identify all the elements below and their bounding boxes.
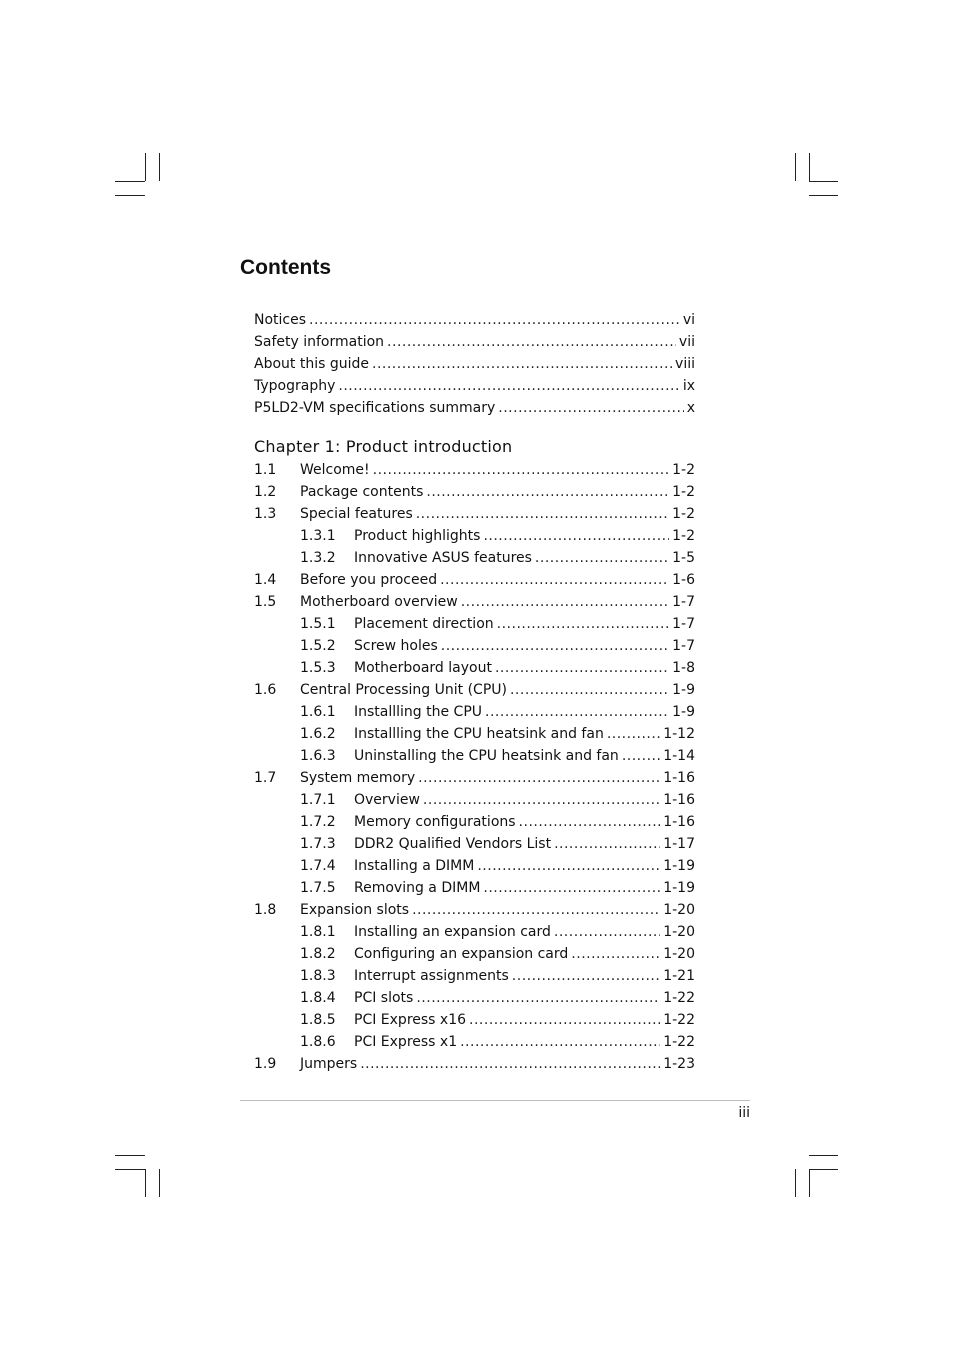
toc-entry[interactable] xyxy=(254,679,695,701)
toc-entry-number: 1.8 xyxy=(254,902,277,918)
table-of-contents xyxy=(254,309,695,1075)
dot-leader xyxy=(622,745,660,767)
toc-entry-page: 1-7 xyxy=(672,594,695,610)
chapter-title: Chapter 1: Product introduction xyxy=(254,437,513,456)
dot-leader xyxy=(461,591,669,613)
toc-entry-label: Expansion slots xyxy=(300,902,410,918)
toc-entry-label: Installing a DIMM xyxy=(354,858,475,874)
toc-entry-label: PCI slots xyxy=(354,990,414,1006)
toc-entry-number: 1.4 xyxy=(254,572,277,588)
dot-leader xyxy=(416,987,660,1009)
toc-entry-page: 1-6 xyxy=(672,572,695,588)
toc-entry[interactable] xyxy=(254,1031,695,1053)
toc-entry-number: 1.8.2 xyxy=(300,946,336,962)
dot-leader xyxy=(477,855,660,877)
toc-entry-label: Package contents xyxy=(300,484,424,500)
toc-entry[interactable] xyxy=(254,331,695,353)
toc-entry-page: 1-2 xyxy=(672,462,695,478)
toc-entry-number: 1.2 xyxy=(254,484,277,500)
dot-leader xyxy=(372,353,672,375)
toc-entry-label: Installing an expansion card xyxy=(354,924,551,940)
dot-leader xyxy=(440,569,669,591)
dot-leader xyxy=(519,811,661,833)
toc-entry[interactable] xyxy=(254,481,695,503)
toc-entry[interactable] xyxy=(254,987,695,1009)
front-matter-list xyxy=(254,309,695,419)
toc-entry-page: 1-20 xyxy=(663,924,695,940)
toc-entry-page: 1-19 xyxy=(663,858,695,874)
toc-entry-page: 1-23 xyxy=(663,1056,695,1072)
toc-entry-page: 1-17 xyxy=(663,836,695,852)
toc-entry[interactable] xyxy=(254,877,695,899)
toc-entry[interactable] xyxy=(254,811,695,833)
toc-entry[interactable] xyxy=(254,789,695,811)
toc-entry[interactable] xyxy=(254,1009,695,1031)
toc-entry-page: 1-22 xyxy=(663,990,695,1006)
toc-entry-number: 1.7.4 xyxy=(300,858,336,874)
toc-entry-page: 1-16 xyxy=(663,792,695,808)
toc-entry-page: 1-22 xyxy=(663,1012,695,1028)
toc-entry-page: 1-12 xyxy=(663,726,695,742)
toc-entry-page: 1-9 xyxy=(672,682,695,698)
dot-leader xyxy=(571,943,660,965)
toc-entry-page: 1-21 xyxy=(663,968,695,984)
toc-entry-label: Welcome! xyxy=(300,462,370,478)
toc-entry-page: 1-20 xyxy=(663,946,695,962)
toc-entry[interactable] xyxy=(254,613,695,635)
toc-entry-page: 1-5 xyxy=(672,550,695,566)
page-number: iii xyxy=(738,1105,750,1121)
toc-entry[interactable] xyxy=(254,1053,695,1075)
toc-entry-page: 1-16 xyxy=(663,770,695,786)
dot-leader xyxy=(373,459,669,481)
footer-rule xyxy=(240,1100,750,1101)
crop-mark xyxy=(115,181,145,182)
toc-entry-label: PCI Express x1 xyxy=(354,1034,458,1050)
toc-entry[interactable] xyxy=(254,547,695,569)
dot-leader xyxy=(495,657,669,679)
toc-entry-number: 1.8.3 xyxy=(300,968,336,984)
crop-mark xyxy=(809,1155,838,1156)
toc-entry[interactable] xyxy=(254,943,695,965)
toc-entry[interactable] xyxy=(254,899,695,921)
toc-entry-label: System memory xyxy=(300,770,416,786)
toc-entry-number: 1.5.2 xyxy=(300,638,336,654)
toc-entry-number: 1.3.1 xyxy=(300,528,336,544)
toc-entry-number: 1.9 xyxy=(254,1056,277,1072)
toc-entry-number: 1.5.1 xyxy=(300,616,336,632)
dot-leader xyxy=(387,331,676,353)
toc-entry-label: Removing a DIMM xyxy=(354,880,481,896)
dot-leader xyxy=(441,635,669,657)
toc-entry-page: 1-16 xyxy=(663,814,695,830)
dot-leader xyxy=(460,1031,660,1053)
toc-entry-number: 1.8.5 xyxy=(300,1012,336,1028)
toc-entry-label: Installling the CPU xyxy=(354,704,483,720)
toc-entry[interactable] xyxy=(254,353,695,375)
toc-entry[interactable] xyxy=(254,459,695,481)
toc-entry-number: 1.5 xyxy=(254,594,277,610)
dot-leader xyxy=(554,921,660,943)
toc-entry-page: vi xyxy=(682,312,695,328)
toc-entry[interactable] xyxy=(254,855,695,877)
dot-leader xyxy=(309,309,680,331)
toc-entry-page: 1-7 xyxy=(672,616,695,632)
toc-entry[interactable] xyxy=(254,833,695,855)
toc-entry-number: 1.1 xyxy=(254,462,277,478)
dot-leader xyxy=(607,723,660,745)
crop-mark xyxy=(809,1169,810,1197)
toc-entry-number: 1.6 xyxy=(254,682,277,698)
crop-mark xyxy=(809,153,810,181)
toc-entry[interactable] xyxy=(254,657,695,679)
toc-entry[interactable] xyxy=(254,745,695,767)
toc-entry-number: 1.3.2 xyxy=(300,550,336,566)
toc-entry-label: Notices xyxy=(254,312,307,328)
toc-entry-number: 1.3 xyxy=(254,506,277,522)
toc-entry-number: 1.6.1 xyxy=(300,704,336,720)
toc-entry-number: 1.6.3 xyxy=(300,748,336,764)
toc-entry-label: Central Processing Unit (CPU) xyxy=(300,682,507,698)
dot-leader xyxy=(418,767,660,789)
toc-entry-number: 1.7 xyxy=(254,770,277,786)
dot-leader xyxy=(360,1053,660,1075)
toc-entry-label: Uninstalling the CPU heatsink and fan xyxy=(354,748,619,764)
toc-entry-number: 1.8.6 xyxy=(300,1034,336,1050)
toc-entry[interactable] xyxy=(254,965,695,987)
crop-mark xyxy=(809,1169,838,1170)
toc-entry-page: viii xyxy=(675,356,695,372)
dot-leader xyxy=(498,397,683,419)
crop-mark xyxy=(115,195,145,196)
toc-entry-page: 1-20 xyxy=(663,902,695,918)
crop-mark xyxy=(145,1169,146,1197)
toc-entry-page: 1-19 xyxy=(663,880,695,896)
toc-entry-label: PCI Express x16 xyxy=(354,1012,467,1028)
dot-leader xyxy=(469,1009,660,1031)
toc-entry[interactable] xyxy=(254,591,695,613)
crop-mark xyxy=(159,1169,160,1197)
dot-leader xyxy=(338,375,679,397)
toc-entry-page: 1-2 xyxy=(672,506,695,522)
toc-entry-page: 1-22 xyxy=(663,1034,695,1050)
toc-entry-page: 1-2 xyxy=(672,484,695,500)
toc-entry[interactable] xyxy=(254,701,695,723)
toc-entry-label: Screw holes xyxy=(354,638,438,654)
toc-entry-number: 1.7.1 xyxy=(300,792,336,808)
toc-entry-label: Overview xyxy=(354,792,420,808)
dot-leader xyxy=(426,481,669,503)
toc-entry[interactable] xyxy=(254,635,695,657)
toc-entry-label: Placement direction xyxy=(354,616,494,632)
toc-entry-page: x xyxy=(686,400,695,416)
toc-entry-label: Motherboard overview xyxy=(300,594,458,610)
crop-mark xyxy=(115,1155,145,1156)
crop-mark xyxy=(795,1169,796,1197)
toc-entry[interactable] xyxy=(254,767,695,789)
crop-mark xyxy=(795,153,796,181)
toc-entry[interactable] xyxy=(254,525,695,547)
dot-leader xyxy=(554,833,660,855)
crop-mark xyxy=(809,181,838,182)
toc-entry-number: 1.7.5 xyxy=(300,880,336,896)
toc-entry-label: Safety information xyxy=(254,334,385,350)
dot-leader xyxy=(483,525,669,547)
toc-entry[interactable] xyxy=(254,397,695,419)
toc-entry-page: 1-2 xyxy=(672,528,695,544)
dot-leader xyxy=(497,613,669,635)
toc-entry-page: 1-7 xyxy=(672,638,695,654)
dot-leader xyxy=(535,547,669,569)
dot-leader xyxy=(510,679,669,701)
toc-entry-number: 1.6.2 xyxy=(300,726,336,742)
toc-entry-label: Configuring an expansion card xyxy=(354,946,569,962)
page-title: Contents xyxy=(240,256,331,279)
toc-entry-page: 1-9 xyxy=(672,704,695,720)
toc-entry-page: ix xyxy=(682,378,695,394)
dot-leader xyxy=(485,701,669,723)
toc-entry-number: 1.5.3 xyxy=(300,660,336,676)
dot-leader xyxy=(412,899,660,921)
toc-entry-label: Interrupt assignments xyxy=(354,968,509,984)
crop-mark xyxy=(145,153,146,181)
dot-leader xyxy=(512,965,660,987)
toc-entry-label: Before you proceed xyxy=(300,572,438,588)
chapter-heading xyxy=(254,427,695,459)
toc-entry-label: Special features xyxy=(300,506,413,522)
toc-entry-label: Typography xyxy=(254,378,336,394)
toc-entry-label: Motherboard layout xyxy=(354,660,492,676)
toc-entry[interactable] xyxy=(254,921,695,943)
toc-entry[interactable] xyxy=(254,569,695,591)
toc-entry-label: Product highlights xyxy=(354,528,481,544)
toc-entry[interactable] xyxy=(254,723,695,745)
toc-entry-page: 1-14 xyxy=(663,748,695,764)
toc-entry-label: DDR2 Qualified Vendors List xyxy=(354,836,552,852)
toc-entry[interactable] xyxy=(254,503,695,525)
dot-leader xyxy=(483,877,660,899)
toc-entry-number: 1.8.1 xyxy=(300,924,336,940)
crop-mark xyxy=(159,153,160,181)
dot-leader xyxy=(416,503,669,525)
dot-leader xyxy=(423,789,660,811)
toc-entry-number: 1.8.4 xyxy=(300,990,336,1006)
toc-entry[interactable] xyxy=(254,309,695,331)
crop-mark xyxy=(809,195,838,196)
toc-entry-label: Installling the CPU heatsink and fan xyxy=(354,726,604,742)
toc-entry-label: Innovative ASUS features xyxy=(354,550,532,566)
toc-entry-page: 1-8 xyxy=(672,660,695,676)
toc-entry-label: About this guide xyxy=(254,356,369,372)
toc-entry-page: vii xyxy=(678,334,695,350)
toc-entry-number: 1.7.3 xyxy=(300,836,336,852)
toc-entry-label: P5LD2-VM specifications summary xyxy=(254,400,496,416)
chapter-entries-list xyxy=(254,459,695,1075)
toc-entry-label: Jumpers xyxy=(300,1056,358,1072)
toc-entry[interactable] xyxy=(254,375,695,397)
crop-mark xyxy=(115,1169,145,1170)
toc-entry-number: 1.7.2 xyxy=(300,814,336,830)
toc-entry-label: Memory configurations xyxy=(354,814,516,830)
